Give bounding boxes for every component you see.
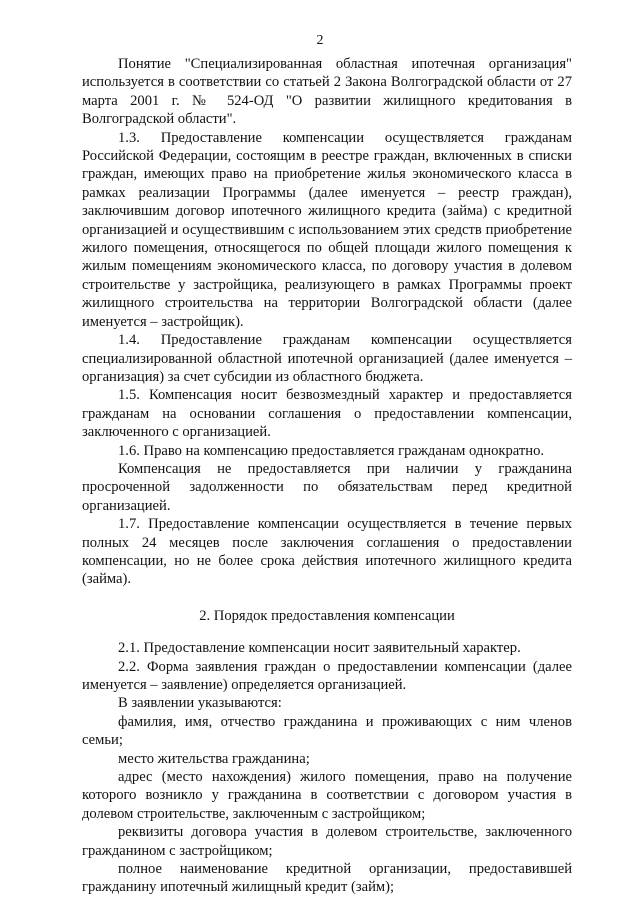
list-item-credit-organization: полное наименование кредитной организации, предоставившей гражданину ипотечный жилищный кредит (займ); <box>82 861 572 896</box>
paragraph-2-2: 2.2. Форма заявления граждан о предоставлении компенсации (далее именуется – заявление) определяется организацией. <box>82 658 572 693</box>
list-item-address: адрес (место нахождения) жилого помещения, право на получение которого возникло у гражданина в соответствии с договором участия в долевом строительстве, заключенным с застройщиком; <box>82 769 572 822</box>
paragraph-exclusion: Компенсация не предоставляется при наличии у гражданина просроченной задолженности по обязательствам перед кредитной организацией. <box>82 460 572 514</box>
list-item-residence: место жительства гражданина; <box>118 750 310 767</box>
document-body <box>82 55 572 897</box>
paragraph-1-3: 1.3. Предоставление компенсации осуществляется гражданам Российской Федерации, состоящим в реестре граждан, включенных в списки граждан, имеющих право на приобретение жилья экономического класса в рамках реализации Программы (далее именуется – реестр граждан), заключившим договор ипотечного жилищного кредита (займа) с кредитной организацией и осуществившим с использованием этих средств приобретение жилого помещения, относящегося по общей площади жилого помещения к жилым помещениям экономического класса, по договору участия в долевом строительстве у застройщика, реализующего в рамках Программы проект жилищного строительства на территории Волгоградской области (далее именуется – застройщик). <box>82 129 572 330</box>
paragraph-1-5: 1.5. Компенсация носит безвозмездный характер и предоставляется гражданам на основании соглашения о предоставлении компенсации, заключенного с организацией. <box>82 387 572 441</box>
paragraph-list-intro: В заявлении указываются: <box>118 695 282 712</box>
paragraph-1-4: 1.4. Предоставление гражданам компенсации осуществляется специализированной областной ипотечной организацией (далее именуется – организация) за счет субсидии из областного бюджета. <box>82 332 572 385</box>
paragraph-2-1: 2.1. Предоставление компенсации носит заявительный характер. <box>118 640 521 657</box>
paragraph-definition: Понятие "Специализированная областная ипотечная организация" используется в соответствии со статьей 2 Закона Волгоградской области от 27 марта 2001 г. № 524-ОД "О развитии жилищного кредитования в Волгоградской области". <box>82 56 572 128</box>
list-item-full-name: фамилия, имя, отчество гражданина и проживающих с ним членов семьи; <box>82 713 572 749</box>
list-item-contract-details: реквизиты договора участия в долевом строительстве, заключенного гражданином с застройщиком; <box>82 824 572 859</box>
paragraph-1-6: 1.6. Право на компенсацию предоставляется гражданам однократно. <box>118 442 545 459</box>
paragraph-1-7: 1.7. Предоставление компенсации осуществляется в течение первых полных 24 месяцев после заключения соглашения о предоставлении компенсации, но не более срока действия ипотечного жилищного кредита (займа). <box>82 516 572 588</box>
page-number: 2 <box>316 33 324 48</box>
section-title: 2. Порядок предоставления компенсации <box>199 607 455 624</box>
